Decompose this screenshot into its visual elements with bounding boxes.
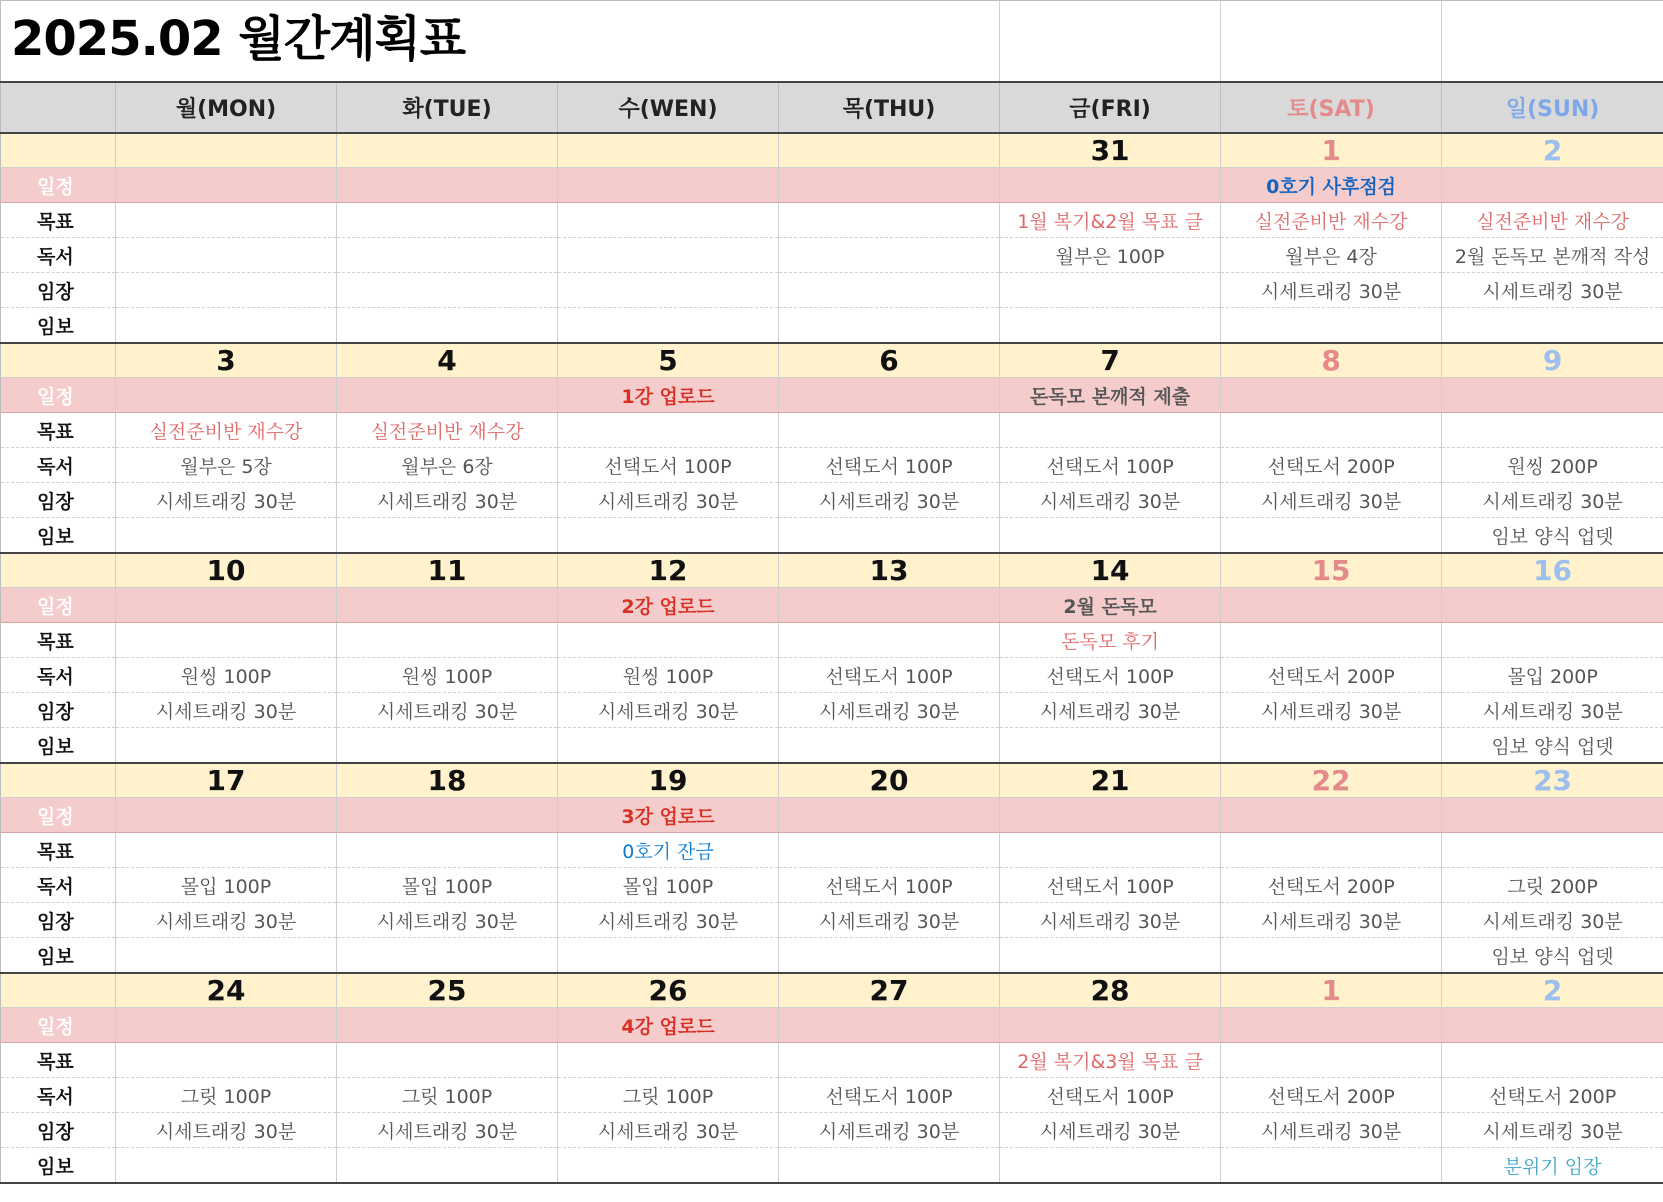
imjang-cell[interactable]: 시세트래킹 30분 [1000,693,1221,728]
date-cell[interactable] [779,133,1000,168]
date-cell[interactable]: 1 [1221,973,1442,1008]
imbo-cell[interactable] [116,308,337,344]
date-label-cell[interactable] [1,133,116,168]
event-cell[interactable] [779,378,1000,413]
row-label[interactable]: 임장 [1,273,116,308]
weekday-header-fri[interactable]: 금(FRI) [1000,82,1221,133]
event-cell[interactable] [1221,798,1442,833]
date-cell[interactable]: 27 [779,973,1000,1008]
imbo-cell[interactable] [1000,518,1221,554]
date-label-cell[interactable] [1,973,116,1008]
goal-cell[interactable] [337,203,558,238]
row-label[interactable]: 목표 [1,203,116,238]
row-label[interactable]: 독서 [1,238,116,273]
imbo-cell[interactable] [116,728,337,764]
reading-cell[interactable]: 몰입 100P [116,868,337,903]
reading-cell[interactable]: 선택도서 100P [1000,448,1221,483]
row-label[interactable]: 독서 [1,448,116,483]
goal-cell[interactable] [779,413,1000,448]
goal-cell[interactable] [1000,833,1221,868]
imjang-cell[interactable]: 시세트래킹 30분 [337,903,558,938]
imjang-cell[interactable]: 시세트래킹 30분 [337,483,558,518]
row-label[interactable]: 임보 [1,1148,116,1184]
imjang-cell[interactable]: 시세트래킹 30분 [1000,903,1221,938]
date-cell[interactable]: 2 [1442,133,1663,168]
goal-cell[interactable] [558,413,779,448]
imbo-cell[interactable]: 임보 양식 업뎃 [1442,518,1663,554]
imjang-cell[interactable] [1000,273,1221,308]
weekday-header-tue[interactable]: 화(TUE) [337,82,558,133]
imjang-cell[interactable]: 시세트래킹 30분 [1000,1113,1221,1148]
imjang-cell[interactable]: 시세트래킹 30분 [558,1113,779,1148]
imbo-cell[interactable] [558,728,779,764]
goal-row [1,833,1663,868]
imjang-cell[interactable]: 시세트래킹 30분 [558,903,779,938]
date-cell[interactable] [337,133,558,168]
weekday-header-sun[interactable]: 일(SUN) [1442,82,1663,133]
goal-cell[interactable] [779,203,1000,238]
imjang-cell[interactable]: 시세트래킹 30분 [1442,1113,1663,1148]
reading-cell[interactable]: 원씽 100P [337,658,558,693]
event-cell[interactable]: 2강 업로드 [558,588,779,623]
imjang-row [1,1113,1663,1148]
imbo-cell[interactable]: 분위기 임장 [1442,1148,1663,1184]
imjang-cell[interactable]: 시세트래킹 30분 [1442,693,1663,728]
date-label-cell[interactable] [1,343,116,378]
goal-cell[interactable]: 실전준비반 재수강 [337,413,558,448]
weekday-header-row [1,82,1663,133]
goal-cell[interactable] [558,203,779,238]
event-cell[interactable] [116,1008,337,1043]
reading-cell[interactable]: 원씽 100P [116,658,337,693]
goal-cell[interactable] [116,1043,337,1078]
event-cell[interactable]: 3강 업로드 [558,798,779,833]
imjang-cell[interactable]: 시세트래킹 30분 [1221,273,1442,308]
reading-cell[interactable]: 선택도서 200P [1221,1078,1442,1113]
date-cell[interactable]: 2 [1442,973,1663,1008]
event-cell[interactable] [337,168,558,203]
date-cell[interactable]: 31 [1000,133,1221,168]
date-cell[interactable] [116,133,337,168]
goal-cell[interactable] [337,1043,558,1078]
reading-row [1,238,1663,273]
reading-cell[interactable]: 그릿 100P [337,1078,558,1113]
row-label[interactable]: 임보 [1,728,116,764]
date-cell[interactable]: 25 [337,973,558,1008]
reading-cell[interactable] [337,238,558,273]
reading-cell[interactable]: 몰입 100P [337,868,558,903]
row-label[interactable]: 일정 [1,798,116,833]
reading-cell[interactable]: 2월 돈독모 본깨적 작성 [1442,238,1663,273]
imbo-cell[interactable] [779,1148,1000,1184]
goal-cell[interactable] [1221,833,1442,868]
event-row [1,1008,1663,1043]
event-cell[interactable] [116,378,337,413]
imjang-cell[interactable]: 시세트래킹 30분 [558,693,779,728]
imbo-cell[interactable] [558,308,779,344]
reading-cell[interactable]: 선택도서 100P [779,1078,1000,1113]
imbo-cell[interactable] [1442,308,1663,344]
imjang-cell[interactable]: 시세트래킹 30분 [1442,903,1663,938]
reading-row [1,1078,1663,1113]
header-corner-cell[interactable] [1,82,116,133]
imjang-cell[interactable]: 시세트래킹 30분 [1221,1113,1442,1148]
imjang-row [1,273,1663,308]
date-row [1,343,1663,378]
goal-cell[interactable] [1442,833,1663,868]
imbo-cell[interactable] [337,308,558,344]
reading-cell[interactable]: 선택도서 200P [1442,1078,1663,1113]
date-cell[interactable]: 10 [116,553,337,588]
date-cell[interactable]: 20 [779,763,1000,798]
row-label[interactable]: 일정 [1,168,116,203]
goal-cell[interactable] [1221,623,1442,658]
goal-row [1,413,1663,448]
imbo-cell[interactable] [558,518,779,554]
event-cell[interactable] [116,168,337,203]
goal-row [1,623,1663,658]
date-cell[interactable] [558,133,779,168]
imjang-cell[interactable]: 시세트래킹 30분 [1442,483,1663,518]
imjang-cell[interactable]: 시세트래킹 30분 [1221,903,1442,938]
event-cell[interactable] [1442,378,1663,413]
row-label[interactable]: 독서 [1,868,116,903]
reading-cell[interactable]: 선택도서 100P [779,448,1000,483]
reading-cell[interactable]: 월부은 100P [1000,238,1221,273]
event-cell[interactable] [337,588,558,623]
weekday-header-thu[interactable]: 목(THU) [779,82,1000,133]
reading-cell[interactable]: 선택도서 100P [1000,868,1221,903]
reading-cell[interactable]: 월부은 6장 [337,448,558,483]
row-label[interactable]: 임장 [1,693,116,728]
page-title: 2025.02 월간계획표 [11,11,466,67]
event-row [1,378,1663,413]
imbo-cell[interactable] [1221,518,1442,554]
row-label[interactable]: 목표 [1,413,116,448]
date-cell[interactable]: 14 [1000,553,1221,588]
date-cell[interactable]: 13 [779,553,1000,588]
date-cell[interactable]: 19 [558,763,779,798]
imjang-cell[interactable]: 시세트래킹 30분 [116,1113,337,1148]
imjang-cell[interactable]: 시세트래킹 30분 [116,693,337,728]
date-cell[interactable]: 12 [558,553,779,588]
reading-cell[interactable]: 그릿 100P [558,1078,779,1113]
date-cell[interactable]: 26 [558,973,779,1008]
imbo-row [1,728,1663,764]
goal-cell[interactable] [779,1043,1000,1078]
reading-cell[interactable]: 원씽 200P [1442,448,1663,483]
date-cell[interactable]: 8 [1221,343,1442,378]
event-cell[interactable] [779,588,1000,623]
reading-row [1,868,1663,903]
imjang-cell[interactable] [116,273,337,308]
weekday-header-mon[interactable]: 월(MON) [116,82,337,133]
imjang-cell[interactable]: 시세트래킹 30분 [1221,693,1442,728]
event-cell[interactable] [1000,798,1221,833]
date-cell[interactable]: 5 [558,343,779,378]
date-cell[interactable]: 3 [116,343,337,378]
event-row [1,168,1663,203]
goal-cell[interactable] [1000,413,1221,448]
date-cell[interactable]: 18 [337,763,558,798]
imbo-cell[interactable]: 임보 양식 업뎃 [1442,938,1663,974]
imbo-cell[interactable] [337,1148,558,1184]
imjang-cell[interactable]: 시세트래킹 30분 [1000,483,1221,518]
imbo-cell[interactable] [1000,938,1221,974]
reading-cell[interactable]: 선택도서 200P [1221,658,1442,693]
event-cell[interactable] [337,1008,558,1043]
imbo-cell[interactable] [1221,728,1442,764]
row-label[interactable]: 임장 [1,1113,116,1148]
goal-cell[interactable]: 1월 복기&2월 목표 글 [1000,203,1221,238]
event-row [1,798,1663,833]
imjang-cell[interactable]: 시세트래킹 30분 [779,903,1000,938]
imbo-cell[interactable] [1221,938,1442,974]
reading-cell[interactable] [779,238,1000,273]
reading-cell[interactable]: 월부은 5장 [116,448,337,483]
imjang-cell[interactable]: 시세트래킹 30분 [116,903,337,938]
imbo-cell[interactable] [1000,1148,1221,1184]
imjang-cell[interactable] [779,273,1000,308]
date-cell[interactable]: 4 [337,343,558,378]
imbo-cell[interactable] [116,518,337,554]
imjang-cell[interactable]: 시세트래킹 30분 [337,1113,558,1148]
date-cell[interactable]: 21 [1000,763,1221,798]
imjang-cell[interactable] [337,273,558,308]
imbo-cell[interactable] [337,728,558,764]
reading-cell[interactable]: 선택도서 100P [779,868,1000,903]
imbo-cell[interactable] [1221,1148,1442,1184]
reading-cell[interactable]: 선택도서 200P [1221,448,1442,483]
reading-cell[interactable]: 선택도서 100P [779,658,1000,693]
date-cell[interactable]: 11 [337,553,558,588]
reading-cell[interactable]: 원씽 100P [558,658,779,693]
title-cell[interactable] [1,1,1000,83]
reading-cell[interactable]: 그릿 100P [116,1078,337,1113]
imbo-cell[interactable]: 임보 양식 업뎃 [1442,728,1663,764]
event-cell[interactable] [1442,588,1663,623]
date-row [1,133,1663,168]
reading-cell[interactable]: 선택도서 100P [1000,1078,1221,1113]
event-cell[interactable] [779,168,1000,203]
goal-cell[interactable] [116,623,337,658]
row-label[interactable]: 임보 [1,308,116,344]
imjang-cell[interactable]: 시세트래킹 30분 [1221,483,1442,518]
event-cell[interactable] [337,798,558,833]
imbo-cell[interactable] [116,1148,337,1184]
imbo-cell[interactable] [779,938,1000,974]
title-empty-cell[interactable] [1000,1,1221,83]
event-cell[interactable] [337,378,558,413]
title-row [1,1,1663,83]
event-cell[interactable]: 4강 업로드 [558,1008,779,1043]
imjang-cell[interactable]: 시세트래킹 30분 [116,483,337,518]
date-cell[interactable]: 16 [1442,553,1663,588]
date-cell[interactable]: 23 [1442,763,1663,798]
weekday-header-wed[interactable]: 수(WEN) [558,82,779,133]
imbo-row [1,518,1663,554]
imbo-cell[interactable] [337,938,558,974]
goal-row [1,203,1663,238]
date-row [1,973,1663,1008]
goal-cell[interactable] [558,1043,779,1078]
event-cell[interactable] [1442,168,1663,203]
event-cell[interactable] [1442,1008,1663,1043]
row-label[interactable]: 독서 [1,1078,116,1113]
event-cell[interactable] [116,588,337,623]
imbo-cell[interactable] [116,938,337,974]
goal-cell[interactable] [779,833,1000,868]
goal-row [1,1043,1663,1078]
date-cell[interactable]: 22 [1221,763,1442,798]
event-cell[interactable] [1442,798,1663,833]
imjang-row [1,903,1663,938]
imjang-cell[interactable]: 시세트래킹 30분 [558,483,779,518]
reading-cell[interactable]: 몰입 200P [1442,658,1663,693]
imbo-cell[interactable] [558,1148,779,1184]
event-cell[interactable] [1221,378,1442,413]
event-cell[interactable] [1221,588,1442,623]
imjang-cell[interactable]: 시세트래킹 30분 [779,1113,1000,1148]
reading-cell[interactable]: 선택도서 100P [1000,658,1221,693]
goal-cell[interactable] [1442,1043,1663,1078]
reading-cell[interactable] [116,238,337,273]
imjang-cell[interactable]: 시세트래킹 30분 [779,483,1000,518]
event-cell[interactable]: 0호기 사후점검 [1221,168,1442,203]
row-label[interactable]: 임장 [1,483,116,518]
imbo-cell[interactable] [1000,728,1221,764]
date-cell[interactable]: 6 [779,343,1000,378]
reading-cell[interactable] [558,238,779,273]
imbo-cell[interactable] [558,938,779,974]
goal-cell[interactable] [116,203,337,238]
row-label[interactable]: 일정 [1,588,116,623]
goal-cell[interactable] [337,833,558,868]
goal-cell[interactable]: 실전준비반 재수강 [1221,203,1442,238]
event-cell[interactable] [1221,1008,1442,1043]
goal-cell[interactable]: 돈독모 후기 [1000,623,1221,658]
date-cell[interactable]: 9 [1442,343,1663,378]
imbo-cell[interactable] [1221,308,1442,344]
date-cell[interactable]: 7 [1000,343,1221,378]
goal-cell[interactable]: 실전준비반 재수강 [116,413,337,448]
goal-cell[interactable] [558,623,779,658]
event-cell[interactable] [116,798,337,833]
goal-cell[interactable] [1221,413,1442,448]
date-cell[interactable]: 17 [116,763,337,798]
goal-cell[interactable] [779,623,1000,658]
imjang-cell[interactable]: 시세트래킹 30분 [1442,273,1663,308]
goal-cell[interactable]: 실전준비반 재수강 [1442,203,1663,238]
reading-cell[interactable]: 선택도서 200P [1221,868,1442,903]
reading-row [1,658,1663,693]
event-row [1,588,1663,623]
row-label[interactable]: 임장 [1,903,116,938]
event-cell[interactable] [779,798,1000,833]
row-label[interactable]: 임보 [1,518,116,554]
row-label[interactable]: 목표 [1,833,116,868]
event-cell[interactable] [779,1008,1000,1043]
event-cell[interactable]: 돈독모 본깨적 제출 [1000,378,1221,413]
reading-cell[interactable]: 선택도서 100P [558,448,779,483]
event-cell[interactable] [558,168,779,203]
goal-cell[interactable] [116,833,337,868]
date-cell[interactable]: 28 [1000,973,1221,1008]
imbo-cell[interactable] [779,518,1000,554]
date-cell[interactable]: 15 [1221,553,1442,588]
date-label-cell[interactable] [1,553,116,588]
goal-cell[interactable]: 2월 복기&3월 목표 글 [1000,1043,1221,1078]
reading-cell[interactable]: 월부은 4장 [1221,238,1442,273]
event-cell[interactable]: 2월 돈독모 [1000,588,1221,623]
goal-cell[interactable] [1442,623,1663,658]
event-cell[interactable] [1000,168,1221,203]
event-cell[interactable] [1000,1008,1221,1043]
date-label-cell[interactable] [1,763,116,798]
title-empty-cell[interactable] [1221,1,1442,83]
goal-cell[interactable] [1442,413,1663,448]
imbo-cell[interactable] [1000,308,1221,344]
reading-row [1,448,1663,483]
title-empty-cell[interactable] [1442,1,1663,83]
imbo-cell[interactable] [337,518,558,554]
imjang-cell[interactable] [558,273,779,308]
goal-cell[interactable]: 0호기 잔금 [558,833,779,868]
date-row [1,763,1663,798]
imbo-row [1,938,1663,974]
date-cell[interactable]: 1 [1221,133,1442,168]
imbo-cell[interactable] [779,308,1000,344]
goal-cell[interactable] [1221,1043,1442,1078]
date-cell[interactable]: 24 [116,973,337,1008]
date-row [1,553,1663,588]
row-label[interactable]: 임보 [1,938,116,974]
imbo-row [1,1148,1663,1184]
row-label[interactable]: 독서 [1,658,116,693]
row-label[interactable]: 목표 [1,623,116,658]
imjang-cell[interactable]: 시세트래킹 30분 [779,693,1000,728]
imjang-cell[interactable]: 시세트래킹 30분 [337,693,558,728]
row-label[interactable]: 목표 [1,1043,116,1078]
reading-cell[interactable]: 그릿 200P [1442,868,1663,903]
goal-cell[interactable] [337,623,558,658]
imjang-row [1,693,1663,728]
weekday-header-sat[interactable]: 토(SAT) [1221,82,1442,133]
imjang-row [1,483,1663,518]
row-label[interactable]: 일정 [1,1008,116,1043]
row-label[interactable]: 일정 [1,378,116,413]
imbo-cell[interactable] [779,728,1000,764]
reading-cell[interactable]: 몰입 100P [558,868,779,903]
imbo-row [1,308,1663,344]
event-cell[interactable]: 1강 업로드 [558,378,779,413]
